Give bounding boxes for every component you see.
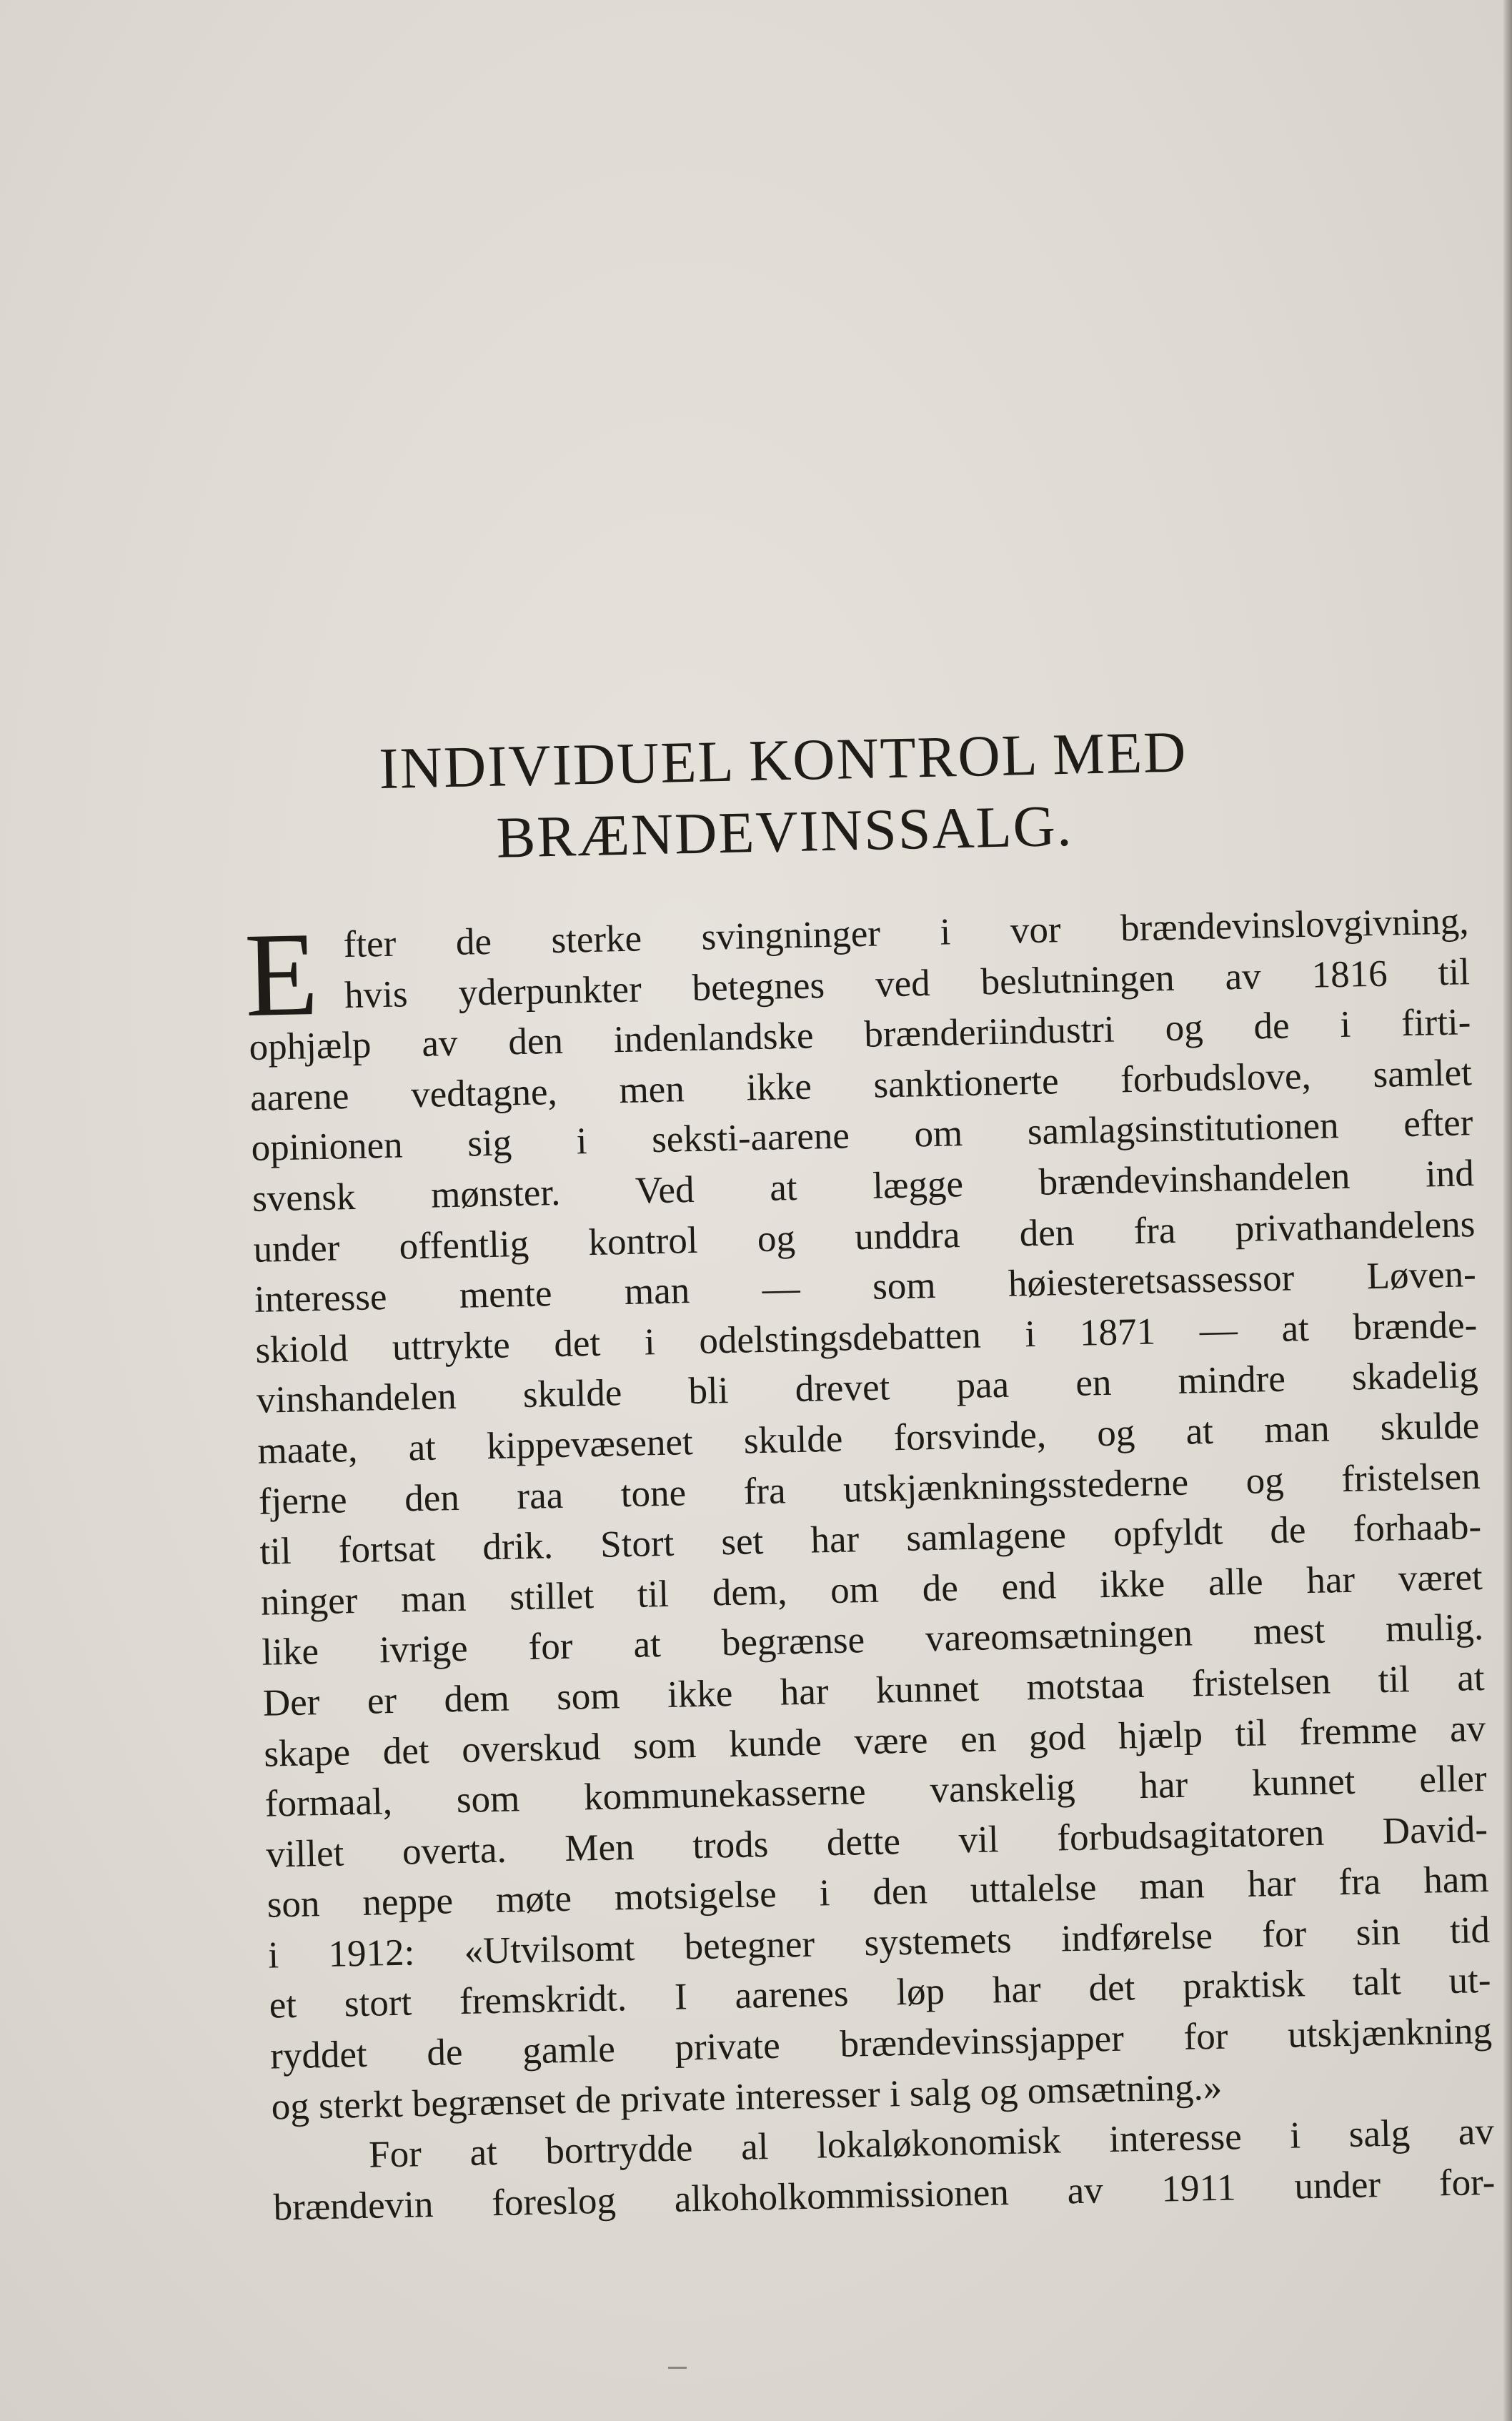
page-edge	[1503, 0, 1512, 2421]
text-line: under offentlig kontrol og unddra den fra privathandelens	[252, 1203, 1476, 1271]
text-line: brændevin foreslog alkoholkommissionen av 1911 under for-	[273, 2161, 1496, 2229]
text-line: og sterkt begrænset de private interesser i salg og omsætning.»	[271, 2066, 1223, 2128]
text-line: et stort fremskridt. I aarenes løp har det praktisk talt ut-	[269, 1959, 1492, 2027]
text-line: For at bortrydde al lokaløkonomisk interesse i salg av	[368, 2111, 1495, 2177]
text-line: son neppe møte motsigelse i den uttalelse man har fra ham	[267, 1859, 1490, 1926]
drop-cap: E	[243, 907, 320, 1043]
text-line: til fortsat drik. Stort set har samlagene opfyldt de forhaab-	[259, 1506, 1482, 1573]
text-line: skiold uttrykte det i odelstingsdebatten i 1871 — at brænde-	[254, 1303, 1478, 1371]
chapter-title	[243, 713, 1325, 879]
text-line: Der er dem som ikke har kunnet motstaa fristelsen til at	[262, 1656, 1486, 1724]
chapter-title-line-1: INDIVIDUEL KONTROL MED	[378, 719, 1188, 802]
text-line: svensk mønster. Ved at lægge brændevinshandelen ind	[252, 1153, 1475, 1220]
chapter-title-line-2: BRÆNDEVINSSALG.	[495, 792, 1074, 870]
text-line: ophjælp av den indenlandske brænderiindustri og de i firti-	[249, 1001, 1471, 1069]
body-text	[243, 896, 1496, 2233]
text-line: like ivrige for at begrænse vareomsætningen mest mulig.	[261, 1606, 1484, 1674]
footer-dash	[668, 2367, 687, 2369]
text-line: maate, at kippevæsenet skulde forsvinde, og at man skulde	[257, 1404, 1480, 1472]
text-line: ryddet de gamle private brændevinssjapper for utskjænkning	[269, 2009, 1493, 2077]
text-line: villet overta. Men trods dette vil forbudsagitatoren David-	[265, 1808, 1488, 1876]
text-line: ninger man stillet til dem, om de end ikke alle har været	[260, 1556, 1483, 1624]
text-line: hvis yderpunkter betegnes ved beslutningen av 1816 til	[344, 950, 1471, 1016]
text-line: vinshandelen skulde bli drevet paa en mindre skadelig	[256, 1354, 1479, 1422]
text-line: opinionen sig i seksti-aarene om samlagsinstitutionen efter	[251, 1102, 1473, 1170]
paragraph-1	[243, 896, 1493, 2132]
text-line: fter de sterke svingninger i vor brændevinslovgivning,	[343, 900, 1469, 966]
text-line: fjerne den raa tone fra utskjænkningsstederne og fristelsen	[258, 1455, 1481, 1523]
text-line: formaal, som kommunekasserne vanskelig har kunnet eller	[264, 1758, 1488, 1825]
text-line: aarene vedtagne, men ikke sanktionerte forbudslove, samlet	[249, 1051, 1473, 1119]
text-line: skape det overskud som kunde være en god hjælp til fremme av	[263, 1707, 1486, 1775]
text-line: interesse mente man — som høiesteretsassessor Løven-	[254, 1253, 1477, 1321]
text-line: i 1912: «Utvilsomt betegner systemets indførelse for sin tid	[267, 1909, 1491, 1977]
